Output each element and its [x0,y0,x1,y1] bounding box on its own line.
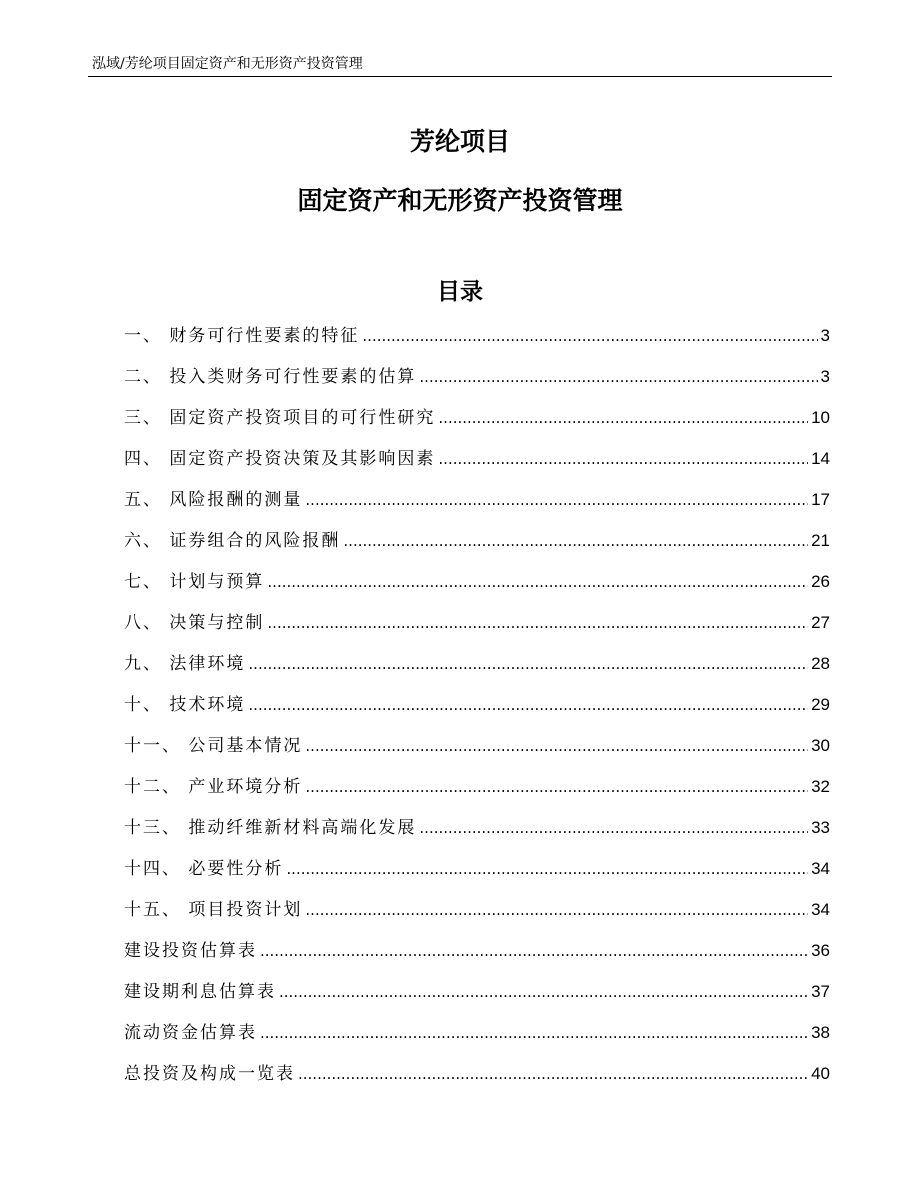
toc-entry-page: 34 [811,900,830,919]
toc-leader-dots [286,853,808,885]
toc-entry-label: 十三、 推动纤维新材料高端化发展 [124,818,417,838]
toc-entry-label: 七、 计划与预算 [124,572,265,592]
toc-leader-dots [279,976,808,1008]
toc-entry-page: 32 [811,777,830,796]
toc-entry[interactable] [124,1058,830,1099]
toc-entry[interactable] [124,525,830,566]
toc-entry-label: 十四、 必要性分析 [124,859,284,879]
toc-entry-label: 建设投资估算表 [124,941,257,961]
toc-entry-label: 总投资及构成一览表 [124,1064,295,1084]
toc-entry-label: 六、 证券组合的风险报酬 [124,531,341,551]
document-title: 芳纶项目 [409,127,510,156]
toc-leader-dots [298,1058,808,1090]
toc-leader-dots [248,648,808,680]
toc-entry[interactable] [124,566,830,607]
table-of-contents [124,320,830,1099]
toc-leader-dots [267,607,808,639]
toc-entry-label: 十二、 产业环境分析 [124,777,303,797]
toc-entry-label: 五、 风险报酬的测量 [124,490,303,510]
document-subtitle: 固定资产和无形资产投资管理 [297,186,623,215]
toc-entry-label: 九、 法律环境 [124,654,246,674]
toc-leader-dots [267,566,808,598]
toc-entry-page: 37 [811,982,830,1001]
toc-entry-page: 21 [811,531,830,550]
toc-leader-dots [438,402,808,434]
toc-entry-label: 八、 决策与控制 [124,613,265,633]
toc-entry-page: 10 [811,408,830,427]
toc-entry[interactable] [124,935,830,976]
toc-entry-label: 二、 投入类财务可行性要素的估算 [124,367,417,387]
toc-entry[interactable] [124,730,830,771]
toc-leader-dots [419,812,808,844]
toc-entry-label: 一、 财务可行性要素的特征 [124,326,360,346]
running-header: 泓域/芳纶项目固定资产和无形资产投资管理 [92,56,363,72]
toc-entry[interactable] [124,894,830,935]
toc-entry[interactable] [124,402,830,443]
toc-entry-page: 40 [811,1064,830,1083]
toc-entry[interactable] [124,771,830,812]
toc-entry-page: 33 [811,818,830,837]
toc-entry-page: 3 [820,326,830,345]
toc-leader-dots [305,484,808,516]
toc-entry-label: 流动资金估算表 [124,1023,257,1043]
toc-leader-dots [419,361,817,393]
toc-entry[interactable] [124,484,830,525]
toc-entry[interactable] [124,853,830,894]
toc-entry-page: 34 [811,859,830,878]
toc-entry[interactable] [124,1017,830,1058]
toc-entry-page: 36 [811,941,830,960]
toc-entry-page: 28 [811,654,830,673]
toc-leader-dots [305,771,808,803]
toc-entry-page: 27 [811,613,830,632]
toc-leader-dots [362,320,817,352]
toc-entry-page: 14 [811,449,830,468]
toc-entry-page: 3 [820,367,830,386]
toc-entry-label: 十五、 项目投资计划 [124,900,303,920]
toc-leader-dots [305,730,808,762]
toc-entry-page: 17 [811,490,830,509]
toc-entry-page: 30 [811,736,830,755]
toc-entry[interactable] [124,689,830,730]
toc-leader-dots [260,935,808,967]
toc-entry[interactable] [124,320,830,361]
toc-entry-label: 三、 固定资产投资项目的可行性研究 [124,408,436,428]
toc-entry[interactable] [124,976,830,1017]
toc-leader-dots [343,525,808,557]
toc-leader-dots [438,443,808,475]
toc-heading: 目录 [437,279,483,305]
toc-entry[interactable] [124,361,830,402]
toc-entry[interactable] [124,648,830,689]
toc-entry-label: 四、 固定资产投资决策及其影响因素 [124,449,436,469]
toc-entry-page: 29 [811,695,830,714]
toc-entry-page: 26 [811,572,830,591]
toc-entry-label: 建设期利息估算表 [124,982,276,1002]
toc-entry-label: 十、 技术环境 [124,695,246,715]
toc-leader-dots [248,689,808,721]
header-rule [88,76,832,77]
toc-entry[interactable] [124,443,830,484]
toc-leader-dots [260,1017,808,1049]
toc-entry[interactable] [124,812,830,853]
toc-entry-label: 十一、 公司基本情况 [124,736,303,756]
toc-entry-page: 38 [811,1023,830,1042]
toc-leader-dots [305,894,808,926]
toc-entry[interactable] [124,607,830,648]
